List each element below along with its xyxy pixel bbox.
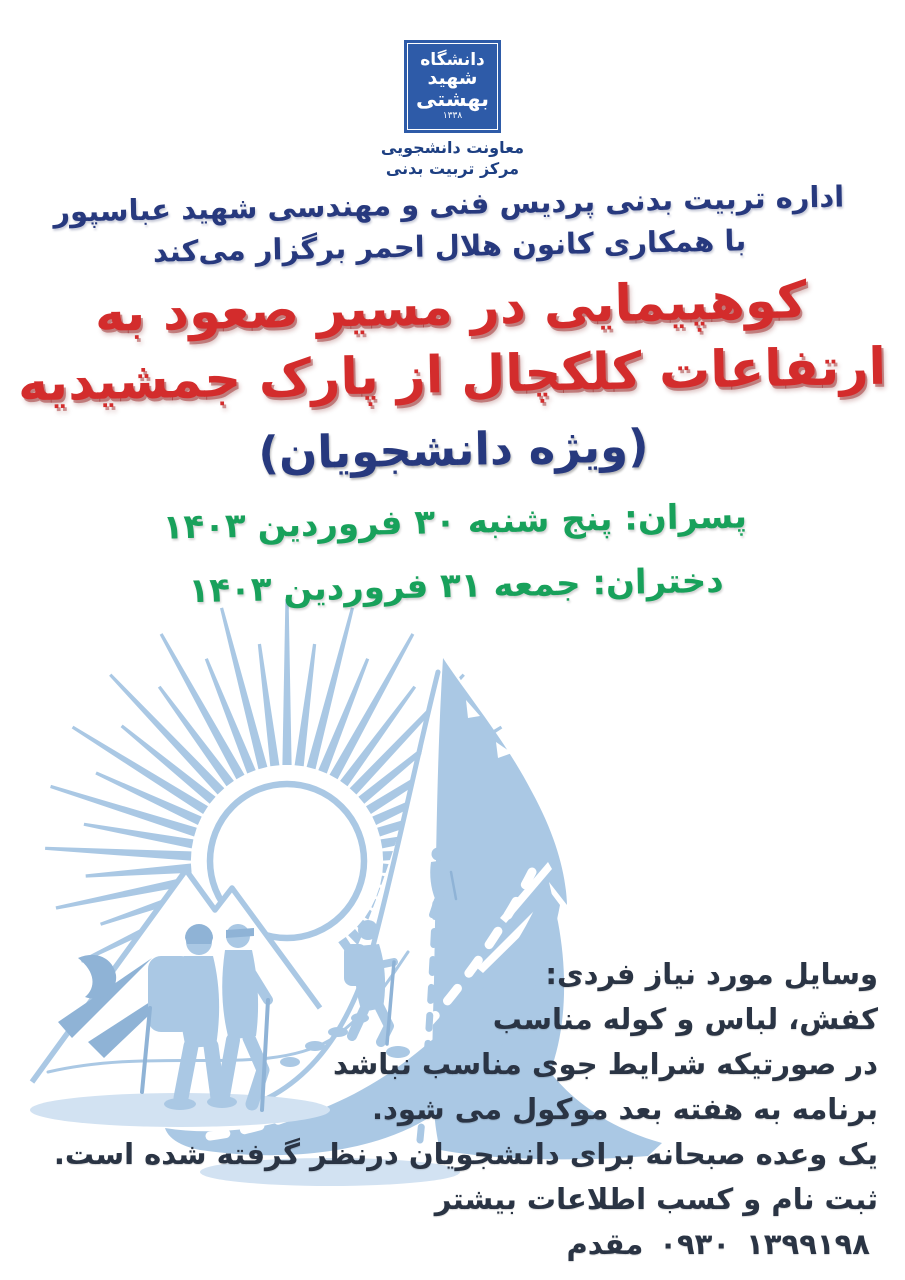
event-title-line-1: کوهپیمایی در مسیر صعود به (94, 271, 808, 344)
logo-year: ۱۳۳۸ (442, 110, 463, 121)
event-title-line-2: ارتفاعات کلکچال از پارک جمشیدیه (17, 337, 887, 414)
logo-calligraphy-line: شهید (427, 67, 478, 90)
contact-line (10, 1222, 878, 1267)
organizer-line-2: با همکاری کانون هلال احمر برگزار می‌کند (152, 223, 747, 269)
university-logo (404, 40, 501, 133)
event-title (0, 265, 905, 418)
event-schedule (2, 481, 905, 626)
details-weather-condition: در صورتیکه شرایط جوی مناسب نباشد (332, 1047, 878, 1081)
registration-info: ثبت نام و کسب اطلاعات بیشتر (434, 1182, 878, 1216)
event-subtitle: (ویژه دانشجویان) (257, 419, 650, 480)
contact-name: مقدم (566, 1227, 644, 1261)
logo-caption-pe-center: مرکز تربیت بدنی (385, 159, 520, 178)
details-equipment-items: کفش، لباس و کوله مناسب (492, 1002, 878, 1036)
logo-captions (0, 137, 905, 179)
schedule-girls: دختران: جمعه ۳۱ فروردین ۱۴۰۳ (188, 560, 724, 612)
logo-caption-student-affairs: معاونت دانشجویی (380, 138, 525, 157)
logo-calligraphy-line: بهشتی (416, 87, 489, 112)
logo-calligraphy-line: دانشگاه (420, 49, 485, 70)
details-equipment-header: وسایل مورد نیاز فردی: (545, 957, 878, 991)
poster-headlines (0, 174, 905, 626)
contact-phone-number: ۱۳۹۹۱۹۸ (746, 1227, 870, 1261)
organizer-line-1: اداره تربیت بدنی پردیس فنی و مهندسی شهید عباسپور (52, 179, 845, 229)
logo-block (0, 40, 905, 179)
details-postpone-note: برنامه به هفته بعد موکول می شود. (372, 1092, 878, 1126)
event-details (10, 952, 878, 1267)
schedule-boys: پسران: پنج شنبه ۳۰ فروردین ۱۴۰۳ (162, 496, 748, 548)
contact-phone-prefix: ۰۹۳۰ (659, 1227, 731, 1261)
details-breakfast-note: یک وعده صبحانه برای دانشجویان درنظر گرفته شده است. (53, 1137, 878, 1171)
